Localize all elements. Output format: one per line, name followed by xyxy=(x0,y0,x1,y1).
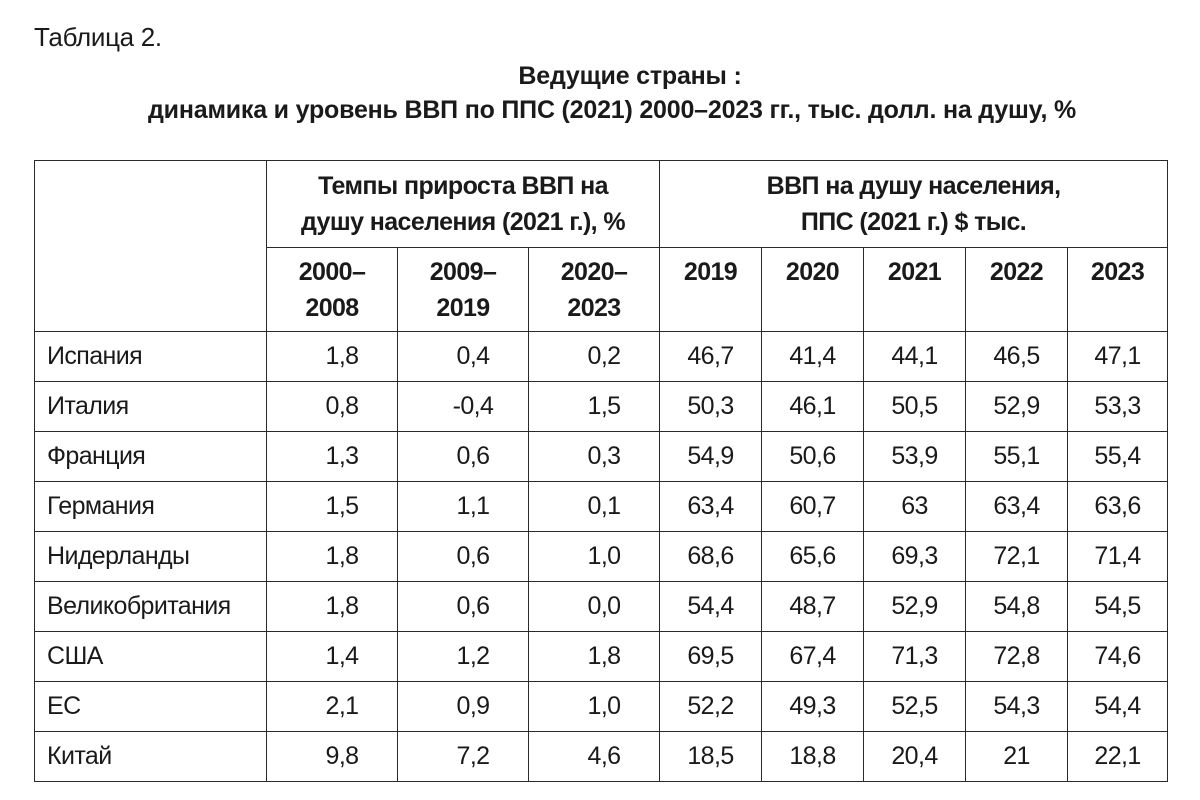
country-cell: Германия xyxy=(35,482,267,532)
header-year: 2022 xyxy=(966,248,1068,332)
header-year: 2019 xyxy=(660,248,762,332)
gdp-cell: 67,4 xyxy=(762,632,864,682)
gdp-cell: 53,3 xyxy=(1068,382,1168,432)
header-gdp-group xyxy=(660,161,1168,248)
period-line-1: 2020– xyxy=(560,258,628,286)
country-cell: США xyxy=(35,632,267,682)
header-period xyxy=(529,248,660,332)
period-line-1: 2009– xyxy=(429,258,497,286)
gdp-cell: 21 xyxy=(966,732,1068,782)
gdp-cell: 53,9 xyxy=(864,432,966,482)
table-row xyxy=(35,332,1168,382)
gdp-cell: 72,1 xyxy=(966,532,1068,582)
gdp-cell: 50,3 xyxy=(660,382,762,432)
header-row-groups xyxy=(35,161,1168,248)
growth-cell: 1,8 xyxy=(267,532,398,582)
gdp-cell: 60,7 xyxy=(762,482,864,532)
period-line-2: 2019 xyxy=(436,294,490,322)
gdp-cell: 18,5 xyxy=(660,732,762,782)
growth-cell: 0,2 xyxy=(529,332,660,382)
growth-cell: 1,8 xyxy=(267,582,398,632)
growth-cell: 1,8 xyxy=(267,332,398,382)
gdp-cell: 65,6 xyxy=(762,532,864,582)
growth-cell: 1,1 xyxy=(398,482,529,532)
gdp-cell: 52,5 xyxy=(864,682,966,732)
header-corner-cell xyxy=(35,161,267,332)
table-body xyxy=(35,332,1168,782)
header-growth-line-1: Темпы прироста ВВП на xyxy=(318,172,608,200)
gdp-cell: 63,4 xyxy=(660,482,762,532)
growth-cell: 0,0 xyxy=(529,582,660,632)
growth-cell: 7,2 xyxy=(398,732,529,782)
growth-cell: 0,8 xyxy=(267,382,398,432)
country-cell: Нидерланды xyxy=(35,532,267,582)
gdp-cell: 54,4 xyxy=(660,582,762,632)
period-line-2: 2023 xyxy=(567,294,621,322)
table-row xyxy=(35,632,1168,682)
growth-cell: 0,6 xyxy=(398,532,529,582)
period-line-1: 2000– xyxy=(298,258,366,286)
gdp-cell: 46,1 xyxy=(762,382,864,432)
gdp-cell: 46,7 xyxy=(660,332,762,382)
gdp-table xyxy=(34,160,1168,782)
header-year: 2020 xyxy=(762,248,864,332)
country-cell: Китай xyxy=(35,732,267,782)
growth-cell: 9,8 xyxy=(267,732,398,782)
table-row xyxy=(35,532,1168,582)
growth-cell: 0,3 xyxy=(529,432,660,482)
country-cell: Италия xyxy=(35,382,267,432)
gdp-cell: 55,4 xyxy=(1068,432,1168,482)
gdp-cell: 68,6 xyxy=(660,532,762,582)
header-year: 2023 xyxy=(1068,248,1168,332)
growth-cell: 1,5 xyxy=(267,482,398,532)
table-label: Таблица 2. xyxy=(34,22,162,52)
header-period xyxy=(267,248,398,332)
growth-cell: 1,4 xyxy=(267,632,398,682)
gdp-cell: 54,3 xyxy=(966,682,1068,732)
gdp-cell: 69,5 xyxy=(660,632,762,682)
period-line-2: 2008 xyxy=(305,294,359,322)
gdp-cell: 52,9 xyxy=(864,582,966,632)
table-row xyxy=(35,482,1168,532)
growth-cell: 2,1 xyxy=(267,682,398,732)
table-row xyxy=(35,732,1168,782)
header-year: 2021 xyxy=(864,248,966,332)
growth-cell: -0,4 xyxy=(398,382,529,432)
growth-cell: 1,2 xyxy=(398,632,529,682)
header-growth-line-2: душу населения (2021 г.), % xyxy=(300,208,626,236)
growth-cell: 0,9 xyxy=(398,682,529,732)
table-row xyxy=(35,432,1168,482)
gdp-cell: 63,6 xyxy=(1068,482,1168,532)
growth-cell: 1,0 xyxy=(529,682,660,732)
gdp-cell: 18,8 xyxy=(762,732,864,782)
gdp-cell: 54,8 xyxy=(966,582,1068,632)
gdp-cell: 52,2 xyxy=(660,682,762,732)
table-title-line-2: динамика и уровень ВВП по ППС (2021) 2000–2023 гг., тыс. долл. на душу, % xyxy=(148,96,1076,124)
table-row xyxy=(35,382,1168,432)
growth-cell: 1,3 xyxy=(267,432,398,482)
country-cell: Франция xyxy=(35,432,267,482)
country-cell: Великобритания xyxy=(35,582,267,632)
gdp-cell: 44,1 xyxy=(864,332,966,382)
gdp-cell: 71,3 xyxy=(864,632,966,682)
gdp-cell: 71,4 xyxy=(1068,532,1168,582)
header-gdp-line-2: ППС (2021 г.) $ тыс. xyxy=(800,208,1027,236)
growth-cell: 0,1 xyxy=(529,482,660,532)
gdp-cell: 54,9 xyxy=(660,432,762,482)
gdp-cell: 50,6 xyxy=(762,432,864,482)
country-cell: ЕС xyxy=(35,682,267,732)
header-growth-group xyxy=(267,161,660,248)
gdp-cell: 46,5 xyxy=(966,332,1068,382)
gdp-cell: 63,4 xyxy=(966,482,1068,532)
table-row xyxy=(35,582,1168,632)
growth-cell: 0,6 xyxy=(398,582,529,632)
growth-cell: 1,5 xyxy=(529,382,660,432)
growth-cell: 1,0 xyxy=(529,532,660,582)
gdp-cell: 41,4 xyxy=(762,332,864,382)
growth-cell: 0,4 xyxy=(398,332,529,382)
gdp-cell: 69,3 xyxy=(864,532,966,582)
gdp-cell: 47,1 xyxy=(1068,332,1168,382)
gdp-cell: 54,4 xyxy=(1068,682,1168,732)
table-title-line-1: Ведущие страны : xyxy=(518,62,742,90)
gdp-cell: 55,1 xyxy=(966,432,1068,482)
header-period xyxy=(398,248,529,332)
gdp-cell: 49,3 xyxy=(762,682,864,732)
gdp-cell: 74,6 xyxy=(1068,632,1168,682)
gdp-cell: 22,1 xyxy=(1068,732,1168,782)
gdp-cell: 50,5 xyxy=(864,382,966,432)
table-row xyxy=(35,682,1168,732)
gdp-cell: 63 xyxy=(864,482,966,532)
gdp-cell: 20,4 xyxy=(864,732,966,782)
growth-cell: 0,6 xyxy=(398,432,529,482)
growth-cell: 4,6 xyxy=(529,732,660,782)
gdp-cell: 72,8 xyxy=(966,632,1068,682)
header-gdp-line-1: ВВП на душу населения, xyxy=(766,172,1061,200)
gdp-cell: 52,9 xyxy=(966,382,1068,432)
gdp-cell: 54,5 xyxy=(1068,582,1168,632)
gdp-cell: 48,7 xyxy=(762,582,864,632)
country-cell: Испания xyxy=(35,332,267,382)
growth-cell: 1,8 xyxy=(529,632,660,682)
